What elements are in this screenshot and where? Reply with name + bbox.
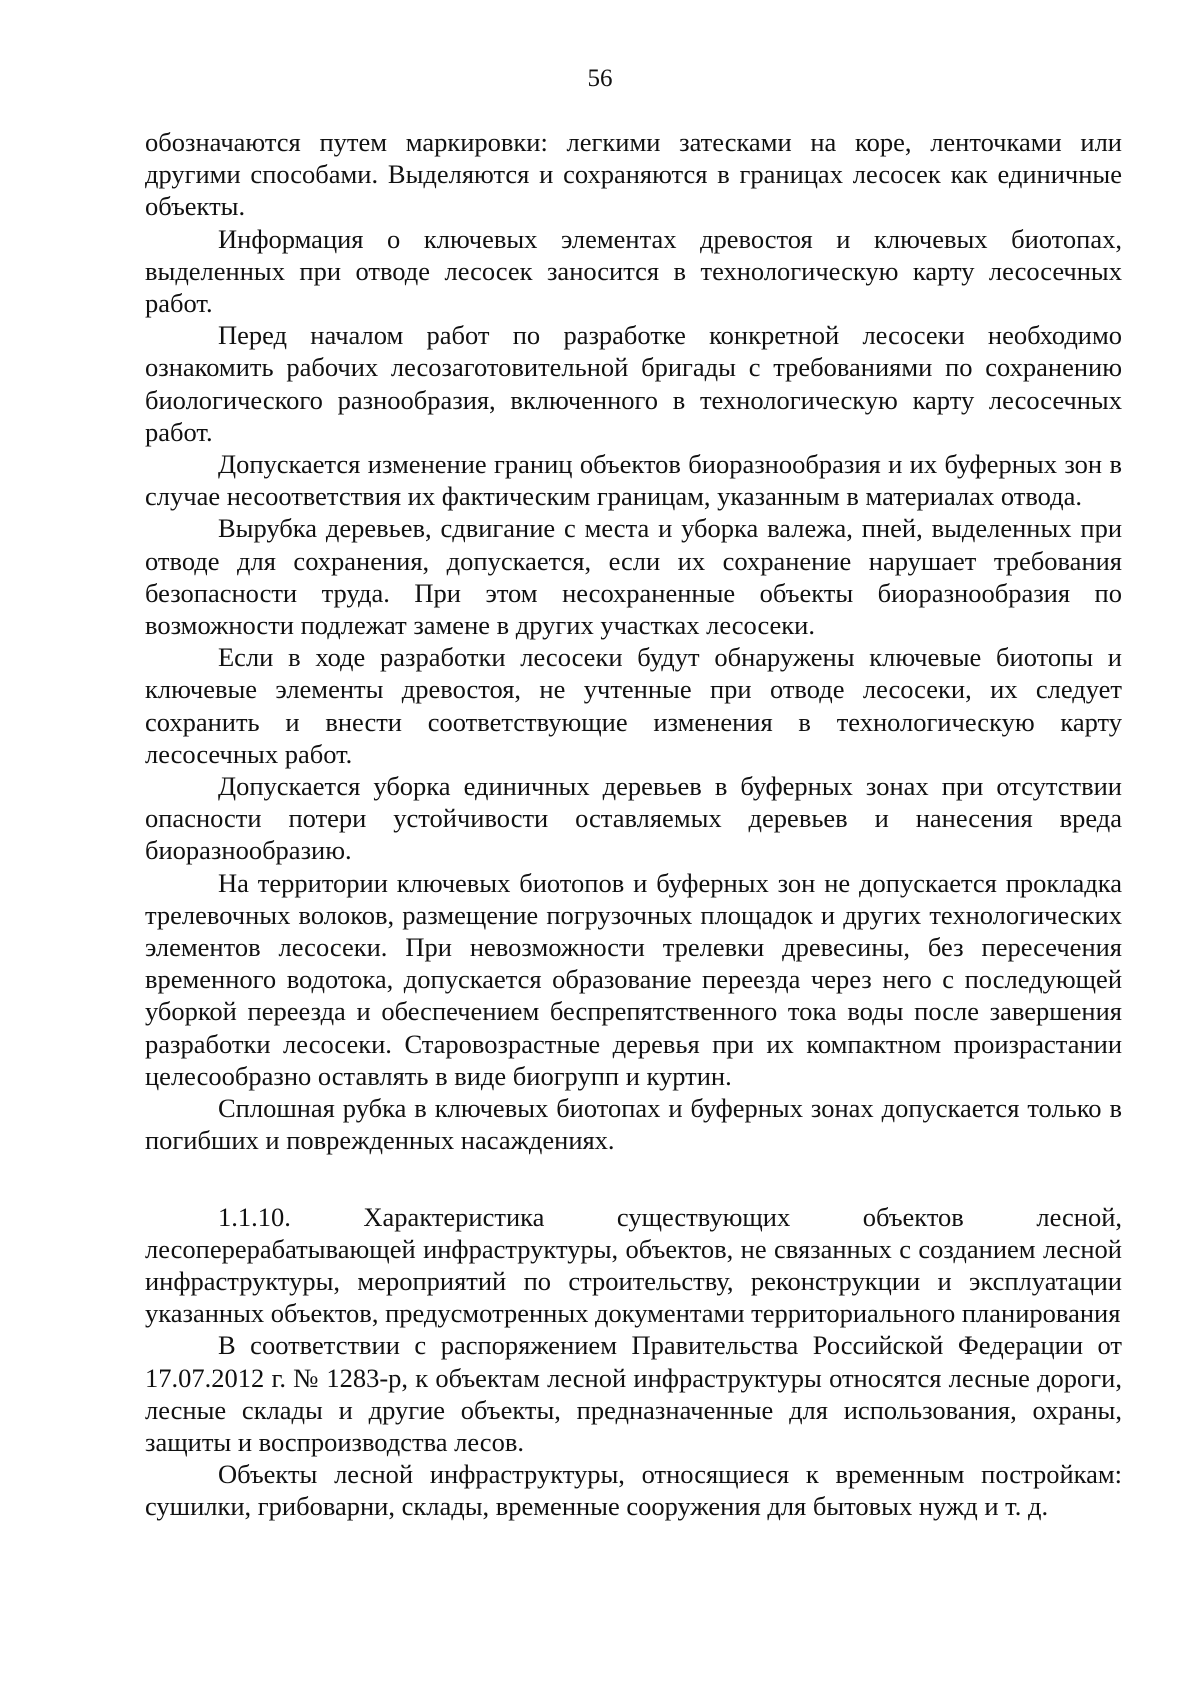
- paragraph-clear-cutting: Сплошная рубка в ключевых биотопах и буферных зонах допускается только в погибших и поврежденных насаждениях.: [145, 1093, 1122, 1156]
- paragraph-biotope-restrictions: На территории ключевых биотопов и буферных зон не допускается прокладка трелевочных волоков, размещение погрузочных площадок и других технологических элементов лесосеки. При невозможности трелевки древесины, без пересечения временного водотока, допускается образование переезда через него с последующей уборкой переезда и обеспечением беспрепятственного тока воды после завершения разработки лесосеки. Старовозрастные деревья при их компактном произрастании целесообразно оставлять в виде биогрупп и куртин.: [145, 867, 1122, 1091]
- paragraph-buffer-zone-cleanup: Допускается уборка единичных деревьев в буферных зонах при отсутствии опасности потери устойчивости оставляемых деревьев и нанесения вреда биоразнообразию.: [145, 771, 1122, 866]
- section-spacer: [145, 1157, 1122, 1201]
- paragraph-boundary-changes: Допускается изменение границ объектов биоразнообразия и их буферных зон в случае несоответствия их фактическим границам, указанным в материалах отвода.: [145, 449, 1122, 512]
- paragraph-key-elements-info: Информация о ключевых элементах древостоя и ключевых биотопах, выделенных при отводе лесосек заносится в технологическую карту лесосечных работ.: [145, 223, 1122, 319]
- paragraph-continuation: обозначаются путем маркировки: легкими затесками на коре, ленточками или другими способами. Выделяются и сохраняются в границах лесосек как единичные объекты.: [145, 127, 1122, 222]
- document-body: [145, 126, 1122, 1523]
- paragraph-felling-safety: Вырубка деревьев, сдвигание с места и уборка валежа, пней, выделенных при отводе для сохранения, допускается, если их сохранение нарушает требования безопасности труда. При этом несохраненные объекты биоразнообразия по возможности подлежат замене в других участках лесосеки.: [145, 513, 1122, 641]
- paragraph-brigade-briefing: Перед началом работ по разработке конкретной лесосеки необходимо ознакомить рабочих лесозаготовительной бригады с требованиями по сохранению биологического разнообразия, включенного в технологическую карту лесосечных работ.: [145, 320, 1122, 447]
- paragraph-government-order: В соответствии с распоряжением Правительства Российской Федерации от 17.07.2012 г. № 1283-р, к объектам лесной инфраструктуры относятся лесные дороги, лесные склады и другие объекты, предназначенные для использования, охраны, защиты и воспроизводства лесов.: [145, 1330, 1122, 1457]
- section-heading-1-1-10: 1.1.10. Характеристика существующих объектов лесной, лесоперерабатывающей инфраструктуры, объектов, не связанных с созданием лесной инфраструктуры, мероприятий по строительству, реконструкции и эксплуатации указанных объектов, предусмотренных документами территориального планирования: [145, 1201, 1122, 1329]
- paragraph-temporary-buildings: Объекты лесной инфраструктуры, относящиеся к временным постройкам: сушилки, грибоварни, склады, временные сооружения для бытовых нужд и т. д.: [145, 1459, 1122, 1522]
- page-number: 56: [587, 65, 613, 92]
- paragraph-new-biotopes: Если в ходе разработки лесосеки будут обнаружены ключевые биотопы и ключевые элементы древостоя, не учтенные при отводе лесосеки, их следует сохранить и внести соответствующие изменения в технологическую карту лесосечных работ.: [145, 642, 1122, 769]
